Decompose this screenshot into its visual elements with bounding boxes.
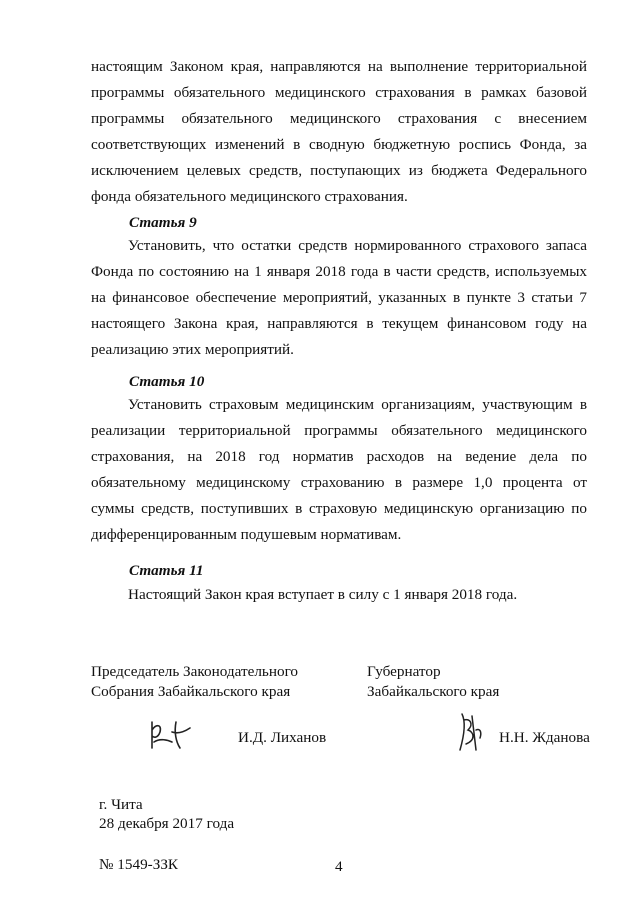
date: 28 декабря 2017 года	[99, 815, 235, 832]
left-signatory-title-line1: Председатель Законодательного	[91, 663, 299, 680]
left-handwritten-signature	[146, 718, 196, 760]
article-10-title: Статья 10	[129, 373, 205, 390]
article-10-text: Установить страховым медицинским организациям, участвующим в реализации территориальной программы обязательного медицинского страхования, на 2018 год норматив расходов на ведение дела по обязательному медицинскому страхованию в размере 1,0 процента от суммы средств, поступивших в страховую медицинскую организацию по дифференцированным подушевым нормативам.	[91, 396, 587, 543]
article-9-text: Установить, что остатки средств нормированного страхового запаса Фонда по состоянию на 1 января 2018 года в части средств, используемых на финансовое обеспечение мероприятий, указанных в пункте 3 статьи 7 настоящего Закона края, направляются в текущем финансовом году на реализацию этих мероприятий.	[91, 237, 587, 358]
right-handwritten-signature	[452, 710, 488, 760]
city: г. Чита	[99, 796, 143, 813]
article-11-text: Настоящий Закон края вступает в силу с 1 января 2018 года.	[128, 586, 518, 603]
right-signatory-title-line1: Губернатор	[367, 663, 441, 680]
law-number: № 1549-ЗЗК	[99, 856, 179, 873]
right-signatory-name: Н.Н. Жданова	[499, 729, 590, 746]
page-number: 4	[335, 858, 343, 875]
left-signatory-title-line2: Собрания Забайкальского края	[91, 683, 291, 700]
right-signatory-title-line2: Забайкальского края	[367, 683, 500, 700]
paragraph-continuation: настоящим Законом края, направляются на выполнение территориальной программы обязательного медицинского страхования в рамках базовой программы обязательного медицинского страхования с внесением соответствующих изменений в сводную бюджетную роспись Фонда, за исключением целевых средств, поступающих из бюджета Федерального фонда обязательного медицинского страхования.	[91, 58, 587, 205]
left-signatory-name: И.Д. Лиханов	[238, 729, 327, 746]
article-9-title: Статья 9	[129, 214, 197, 231]
article-11-title: Статья 11	[129, 562, 204, 579]
